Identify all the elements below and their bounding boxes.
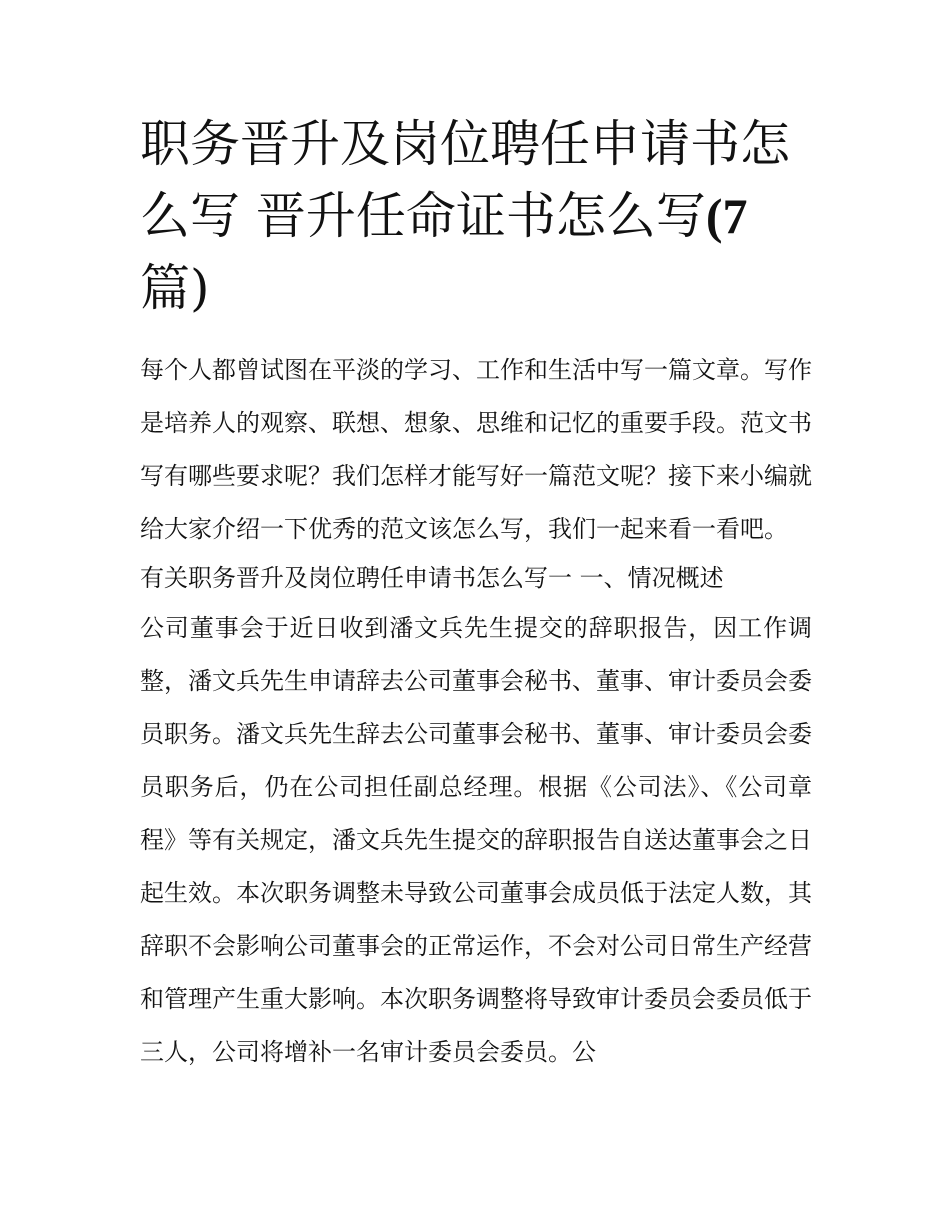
intro-paragraph: 每个人都曾试图在平淡的学习、工作和生活中写一篇文章。写作是培养人的观察、联想、想象、思维和记忆的重要手段。范文书写有哪些要求呢？我们怎样才能写好一篇范文呢？接下来小编就给大家介绍一下优秀的范文该怎么写，我们一起来看一看吧。 (140, 356, 812, 543)
document-content (140, 108, 812, 1079)
body-paragraph: 公司董事会于近日收到潘文兵先生提交的辞职报告，因工作调整，潘文兵先生申请辞去公司董事会秘书、董事、审计委员会委员职务。潘文兵先生辞去公司董事会秘书、董事、审计委员会委员职务后，仍在公司担任副总经理。根据《公司法》、《公司章程》等有关规定，潘文兵先生提交的辞职报告自送达董事会之日起生效。本次职务调整未导致公司董事会成员低于法定人数，其辞职不会影响公司董事会的正常运作，不会对公司日常生产经营和管理产生重大影响。本次职务调整将导致审计委员会委员低于三人，公司将增补一名审计委员会委员。公 (140, 614, 812, 1066)
title-suffix: 篇) (140, 259, 210, 317)
section-heading: 有关职务晋升及岗位聘任申请书怎么写一 一、情况概述 (140, 564, 724, 592)
title-text: 职务晋升及岗位聘任申请书怎么写 晋升任命证书怎么写 (140, 115, 790, 245)
document-body (140, 344, 812, 1079)
document-title (140, 108, 812, 324)
title-count: (7 (705, 188, 748, 244)
